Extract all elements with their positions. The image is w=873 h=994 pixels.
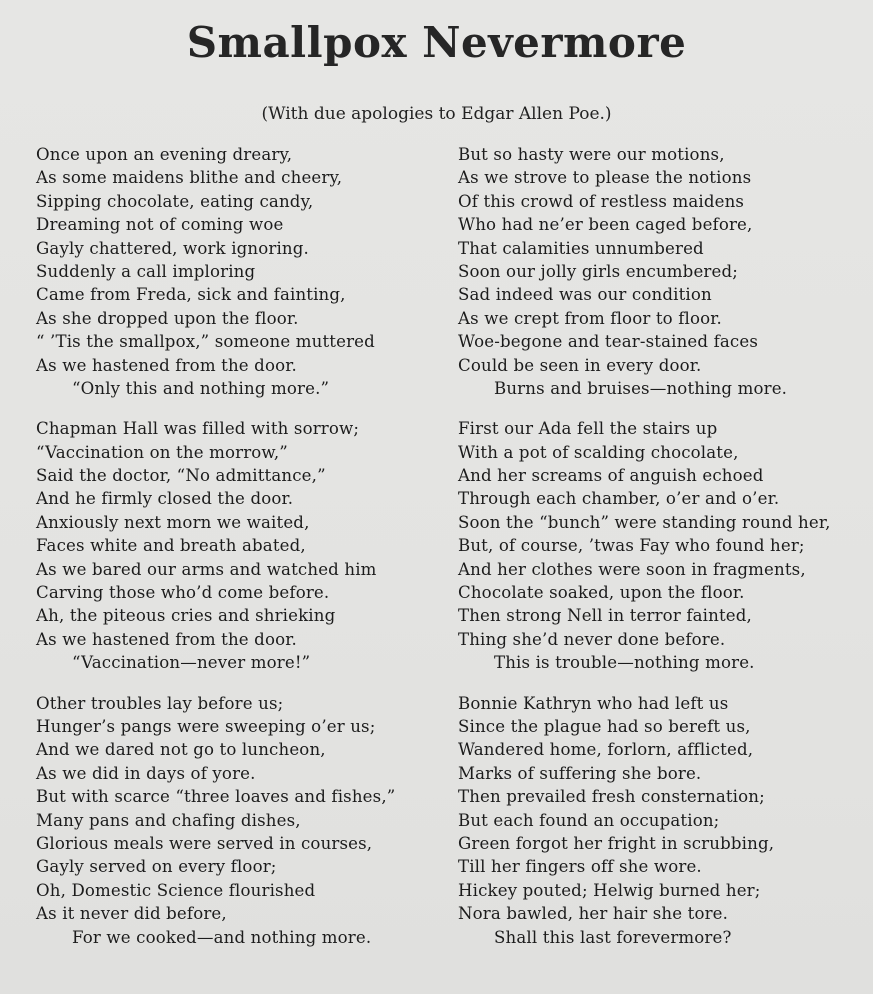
poem-line: As we bared our arms and watched him bbox=[36, 559, 377, 579]
poem-line: But so hasty were our motions, bbox=[458, 145, 725, 164]
poem-line: Many pans and chafing dishes, bbox=[36, 810, 301, 830]
poem-line: But, of course, ’twas Fay who found her; bbox=[458, 536, 805, 556]
poem-line: As she dropped upon the floor. bbox=[36, 308, 299, 328]
poem-line: Through each chamber, o’er and o’er. bbox=[458, 489, 780, 509]
poem-line: Then strong Nell in terror fainted, bbox=[458, 606, 752, 626]
poem-line: As we crept from floor to floor. bbox=[458, 308, 722, 328]
right-stanza-1 bbox=[458, 143, 868, 400]
poem-line: With a pot of scalding chocolate, bbox=[458, 442, 739, 462]
poem-line: Carving those who’d come before. bbox=[36, 583, 330, 603]
poem-line: And he firmly closed the door. bbox=[36, 489, 294, 509]
poem-line: Once upon an evening dreary, bbox=[36, 145, 293, 164]
poem-line: “ ’Tis the smallpox,” someone muttered bbox=[36, 332, 375, 352]
poem-line: “Vaccination on the morrow,” bbox=[36, 442, 288, 462]
poem-line: Other troubles lay before us; bbox=[36, 693, 284, 713]
poem-line: Came from Freda, sick and fainting, bbox=[36, 285, 346, 305]
stanza-refrain: Burns and bruises—nothing more. bbox=[494, 378, 788, 398]
right-stanza-3 bbox=[458, 692, 868, 949]
left-column bbox=[36, 143, 436, 966]
poem-line: Since the plague had so bereft us, bbox=[458, 716, 751, 736]
poem-line: But with scarce “three loaves and fishes,” bbox=[36, 787, 396, 807]
poem-subtitle: (With due apologies to Edgar Allen Poe.) bbox=[261, 104, 612, 124]
poem-line: Ah, the piteous cries and shrieking bbox=[36, 606, 336, 626]
poem-line: Dreaming not of coming woe bbox=[36, 215, 284, 235]
stanza-refrain: For we cooked—and nothing more. bbox=[72, 927, 372, 947]
poem-title: Smallpox Nevermore bbox=[186, 18, 687, 67]
poem-line: But each found an occupation; bbox=[458, 810, 720, 830]
stanza-refrain: Shall this last forevermore? bbox=[494, 927, 732, 947]
poem-line: Who had ne’er been caged before, bbox=[458, 215, 753, 235]
poem-line: As we did in days of yore. bbox=[36, 763, 256, 783]
poem-line: Soon the “bunch” were standing round her, bbox=[458, 512, 831, 532]
poem-line: First our Ada fell the stairs up bbox=[458, 419, 718, 439]
poem-line: Chocolate soaked, upon the floor. bbox=[458, 583, 745, 603]
right-column bbox=[458, 143, 868, 966]
poem-line: Gayly chattered, work ignoring. bbox=[36, 238, 309, 258]
poem-line: Sad indeed was our condition bbox=[458, 285, 712, 305]
left-stanza-2 bbox=[36, 417, 436, 674]
poem-line: Hickey pouted; Helwig burned her; bbox=[458, 880, 761, 900]
poem-line: Said the doctor, “No admittance,” bbox=[36, 466, 326, 486]
right-stanza-2 bbox=[458, 417, 868, 674]
poem-line: And her clothes were soon in fragments, bbox=[458, 559, 806, 579]
poem-line: Bonnie Kathryn who had left us bbox=[458, 693, 729, 713]
poem-line: Marks of suffering she bore. bbox=[458, 763, 702, 783]
poem-line: Nora bawled, her hair she tore. bbox=[458, 904, 729, 924]
poem-line: Gayly served on every floor; bbox=[36, 857, 277, 877]
poem-line: Faces white and breath abated, bbox=[36, 536, 306, 556]
stanza-refrain: “Only this and nothing more.” bbox=[72, 378, 330, 398]
poem-line: Soon our jolly girls encumbered; bbox=[458, 261, 738, 281]
poem-line: Till her fingers off she wore. bbox=[458, 857, 702, 877]
left-stanza-3 bbox=[36, 692, 436, 949]
poem-line: As we hastened from the door. bbox=[36, 355, 297, 375]
poem-line: Then prevailed fresh consternation; bbox=[458, 787, 765, 807]
stanza-refrain: “Vaccination—never more!” bbox=[72, 653, 311, 673]
poem-line: Thing she’d never done before. bbox=[458, 629, 726, 649]
poem-line: Hunger’s pangs were sweeping o’er us; bbox=[36, 716, 376, 736]
stanza-refrain: This is trouble—nothing more. bbox=[494, 653, 755, 673]
poem-line: Of this crowd of restless maidens bbox=[458, 191, 745, 211]
poem-line: Wandered home, forlorn, afflicted, bbox=[458, 740, 754, 760]
poem-line: Green forgot her fright in scrubbing, bbox=[458, 833, 775, 853]
poem-line: Woe-begone and tear-stained faces bbox=[458, 332, 758, 352]
poem-line: Glorious meals were served in courses, bbox=[36, 833, 373, 853]
poem-line: That calamities unnumbered bbox=[458, 238, 704, 258]
poem-line: Suddenly a call imploring bbox=[36, 261, 256, 281]
poem-line: Could be seen in every door. bbox=[458, 355, 702, 375]
poem-line: As some maidens blithe and cheery, bbox=[36, 168, 343, 188]
left-stanza-1 bbox=[36, 143, 436, 400]
poem-line: Chapman Hall was filled with sorrow; bbox=[36, 419, 360, 439]
poem-line: Sipping chocolate, eating candy, bbox=[36, 191, 314, 211]
poem-line: And her screams of anguish echoed bbox=[458, 466, 764, 486]
poem-line: As it never did before, bbox=[36, 904, 227, 924]
poem-line: As we strove to please the notions bbox=[458, 168, 752, 188]
poem-line: Anxiously next morn we waited, bbox=[36, 512, 310, 532]
poem-line: Oh, Domestic Science flourished bbox=[36, 880, 316, 900]
poem-line: And we dared not go to luncheon, bbox=[36, 740, 326, 760]
poem-line: As we hastened from the door. bbox=[36, 629, 297, 649]
